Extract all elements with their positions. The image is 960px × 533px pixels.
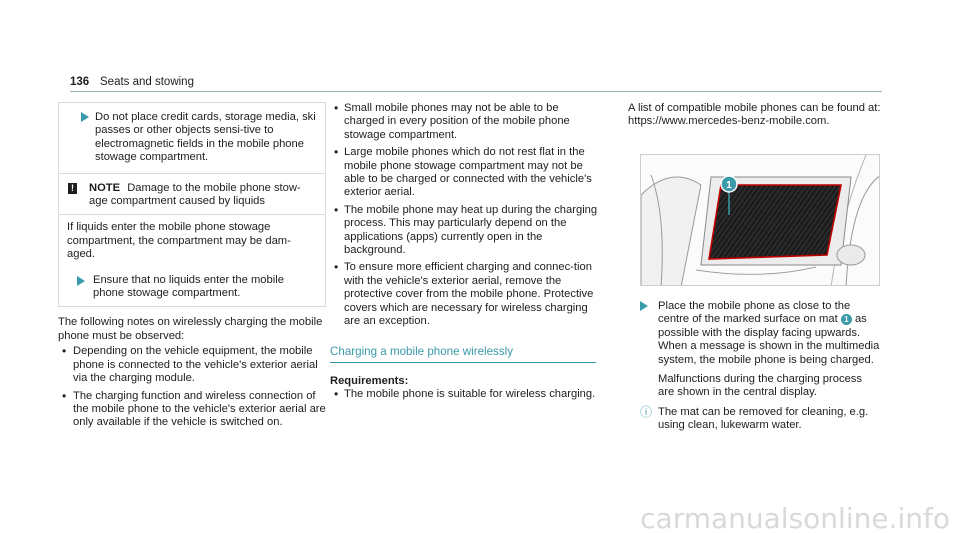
- step-text: [658, 300, 880, 340]
- intro-text: The following notes on wirelessly charging the mobile phone must be observed:: [58, 316, 323, 342]
- step-instruction: [640, 300, 880, 433]
- tip-text: The mat can be removed for cleaning, e.g. using clean, lukewarm water.: [658, 405, 869, 432]
- list-item: • The mobile phone may heat up during the charging process. This may particularly depend on the applications (apps) currently open in the background.: [330, 204, 598, 258]
- note-box: [58, 174, 326, 308]
- list-item: • To ensure more efficient charging and connec-tion with the vehicle's exterior aerial, remove the protective cover from the mobile phone. Protective covers which are necessary for wireless charging are an exception.: [330, 261, 598, 328]
- watermark: carmanualsonline.info: [640, 501, 950, 533]
- step-line3: Malfunctions during the charging process are shown in the central display.: [658, 373, 862, 399]
- note-body: [59, 215, 325, 265]
- placement-step: [640, 300, 880, 400]
- column-left: [58, 102, 326, 434]
- requirements-list: [330, 388, 598, 401]
- note-body-text: If liquids enter the mobile phone stowage compartment, the compartment may be dam-aged.: [67, 221, 291, 261]
- section-title: Seats and stowing: [100, 76, 194, 88]
- step-text-part2: as possible with the display facing upwards.: [658, 313, 867, 339]
- tip: [640, 406, 880, 433]
- list-item: • The charging function and wireless connection of the mobile phone to the vehicle's exterior aerial are only available if the vehicle is switched on.: [58, 390, 326, 430]
- info-icon: ⓘ: [640, 404, 653, 419]
- instruction-text: Do not place credit cards, storage media, ski passes or other objects sensi-tive to electromagnetic fields in the mobile phone stowage compartment.: [95, 111, 316, 164]
- number-badge-icon: 1: [841, 314, 852, 325]
- list-item: • Large mobile phones which do not rest flat in the mobile phone stowage compartment may not be able to be charged or connected with the vehicle's exterior aerial.: [330, 146, 598, 200]
- note-step: [59, 266, 325, 307]
- step-line2: When a message is shown in the multimedia system, the mobile phone is being charged.: [658, 340, 880, 366]
- list-item: • Depending on the vehicle equipment, the mobile phone is connected to the vehicle's exterior aerial via the charging module.: [58, 345, 326, 385]
- list-item: • Small mobile phones may not be able to be charged in every position of the mobile phone stowage compartment.: [330, 102, 598, 142]
- page-number: 136: [70, 76, 90, 88]
- note-step-text: Ensure that no liquids enter the mobile phone stowage compartment.: [93, 273, 284, 300]
- page-header: [70, 76, 882, 92]
- play-arrow-icon: [640, 301, 648, 311]
- instruction-box: [58, 102, 326, 174]
- requirements-label: Requirements:: [330, 374, 409, 387]
- column-middle: [330, 102, 598, 406]
- note-header: [59, 174, 325, 216]
- play-arrow-icon: [77, 276, 85, 286]
- console-illustration: [641, 155, 880, 286]
- charging-mat-illustration: [640, 154, 880, 286]
- intro-text: A list of compatible mobile phones can be found at: https://www.mercedes-benz-mobile.com.: [628, 102, 881, 128]
- bullet-list: [330, 102, 598, 329]
- instruction-step: [59, 111, 317, 165]
- list-item: • The mobile phone is suitable for wireless charging.: [330, 388, 598, 401]
- step-text-part1: Place the mobile phone as close to the centre of the marked surface on mat: [658, 300, 851, 326]
- callout-label: 1: [726, 180, 732, 191]
- note-headline: Damage to the mobile phone stow-age compartment caused by liquids: [89, 181, 301, 208]
- play-arrow-icon: [81, 112, 89, 122]
- column-right: [628, 102, 882, 129]
- note-label: NOTE: [89, 181, 121, 194]
- section-heading: Charging a mobile phone wirelessly: [330, 345, 596, 363]
- bullet-list: [58, 345, 326, 429]
- warning-icon: !: [68, 183, 77, 194]
